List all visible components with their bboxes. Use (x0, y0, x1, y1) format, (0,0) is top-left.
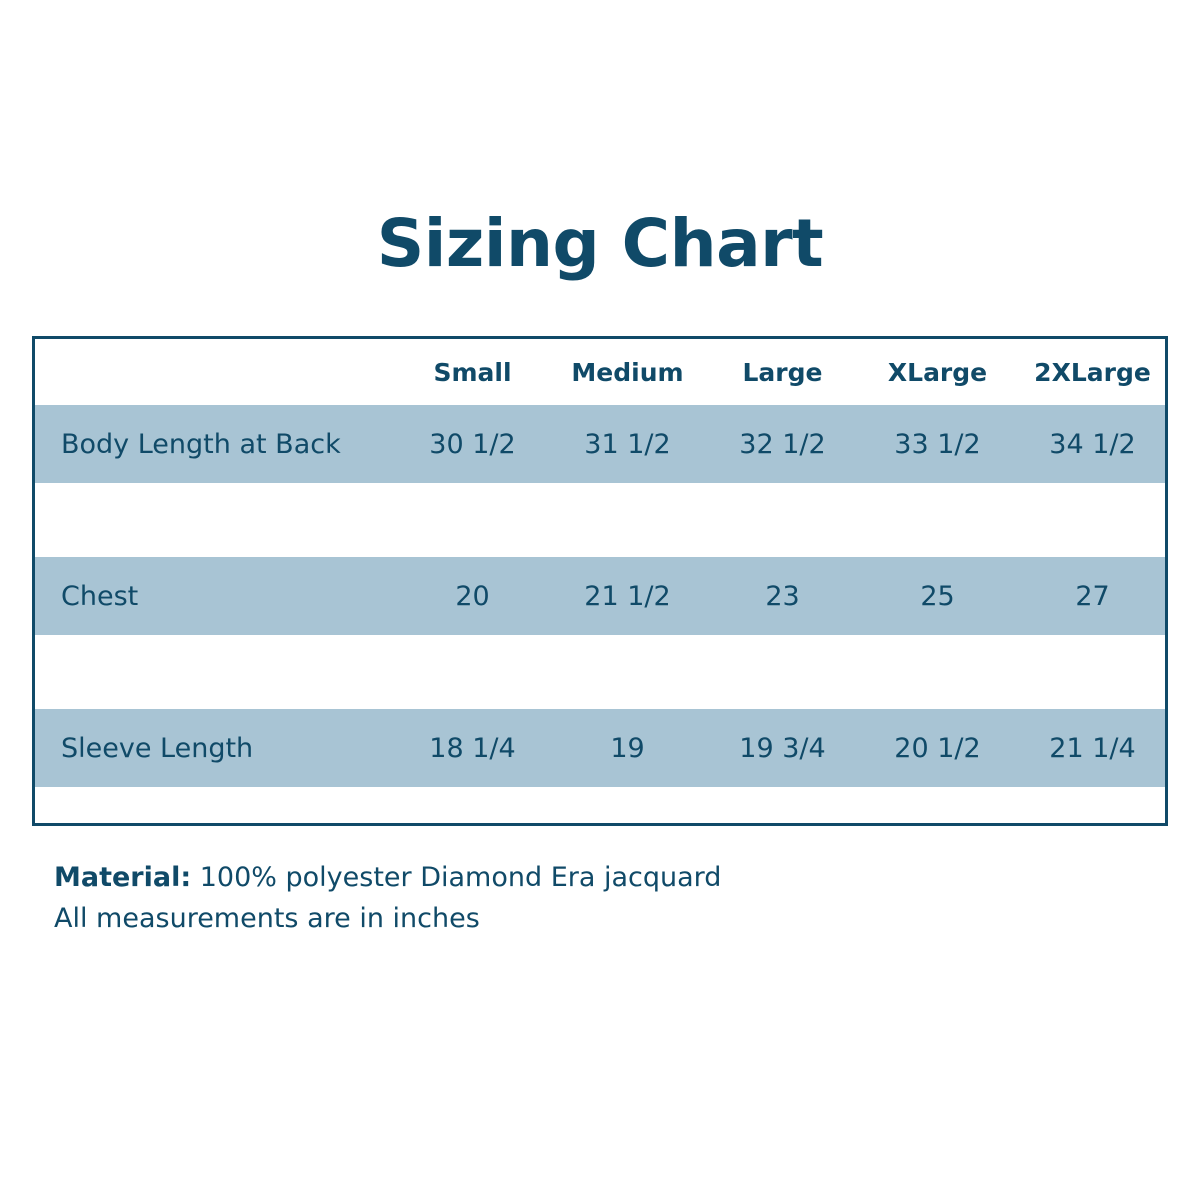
spacer-cell (705, 787, 860, 823)
spacer-cell (705, 483, 860, 557)
spacer-cell (860, 635, 1015, 709)
cell-chest-xlarge: 25 (860, 557, 1015, 635)
material-note (54, 858, 1154, 899)
spacer-cell (860, 483, 1015, 557)
table-spacer-row (35, 483, 1168, 557)
spacer-cell (395, 787, 550, 823)
cell-chest-medium: 21 1/2 (550, 557, 705, 635)
row-label-body-length: Body Length at Back (35, 405, 395, 483)
table-header-xlarge: XLarge (860, 339, 1015, 405)
cell-sleeve-length-large: 19 3/4 (705, 709, 860, 787)
cell-body-length-small: 30 1/2 (395, 405, 550, 483)
spacer-cell (35, 635, 395, 709)
sizing-table-container (32, 336, 1168, 826)
footer-notes (54, 858, 1154, 939)
table-spacer-row (35, 787, 1168, 823)
spacer-cell (35, 787, 395, 823)
sizing-table (35, 339, 1168, 823)
spacer-cell (550, 787, 705, 823)
cell-sleeve-length-medium: 19 (550, 709, 705, 787)
spacer-cell (1015, 787, 1168, 823)
material-label: Material: (54, 862, 192, 893)
table-header-blank (35, 339, 395, 405)
table-header-medium: Medium (550, 339, 705, 405)
spacer-cell (395, 483, 550, 557)
spacer-cell (395, 635, 550, 709)
table-spacer-row (35, 635, 1168, 709)
spacer-cell (860, 787, 1015, 823)
spacer-cell (550, 483, 705, 557)
table-header-small: Small (395, 339, 550, 405)
table-header-2xlarge: 2XLarge (1015, 339, 1168, 405)
cell-sleeve-length-xlarge: 20 1/2 (860, 709, 1015, 787)
table-row (35, 557, 1168, 635)
cell-chest-2xlarge: 27 (1015, 557, 1168, 635)
cell-sleeve-length-2xlarge: 21 1/4 (1015, 709, 1168, 787)
cell-sleeve-length-small: 18 1/4 (395, 709, 550, 787)
table-header-row (35, 339, 1168, 405)
cell-body-length-medium: 31 1/2 (550, 405, 705, 483)
cell-body-length-xlarge: 33 1/2 (860, 405, 1015, 483)
table-row (35, 709, 1168, 787)
row-label-chest: Chest (35, 557, 395, 635)
material-value: 100% polyester Diamond Era jacquard (191, 862, 722, 893)
cell-chest-small: 20 (395, 557, 550, 635)
cell-body-length-large: 32 1/2 (705, 405, 860, 483)
spacer-cell (1015, 635, 1168, 709)
page-title: Sizing Chart (376, 205, 824, 282)
spacer-cell (35, 483, 395, 557)
spacer-cell (550, 635, 705, 709)
table-row (35, 405, 1168, 483)
spacer-cell (705, 635, 860, 709)
units-note: All measurements are in inches (54, 902, 480, 934)
row-label-sleeve-length: Sleeve Length (35, 709, 395, 787)
spacer-cell (1015, 483, 1168, 557)
table-header-large: Large (705, 339, 860, 405)
cell-chest-large: 23 (705, 557, 860, 635)
cell-body-length-2xlarge: 34 1/2 (1015, 405, 1168, 483)
